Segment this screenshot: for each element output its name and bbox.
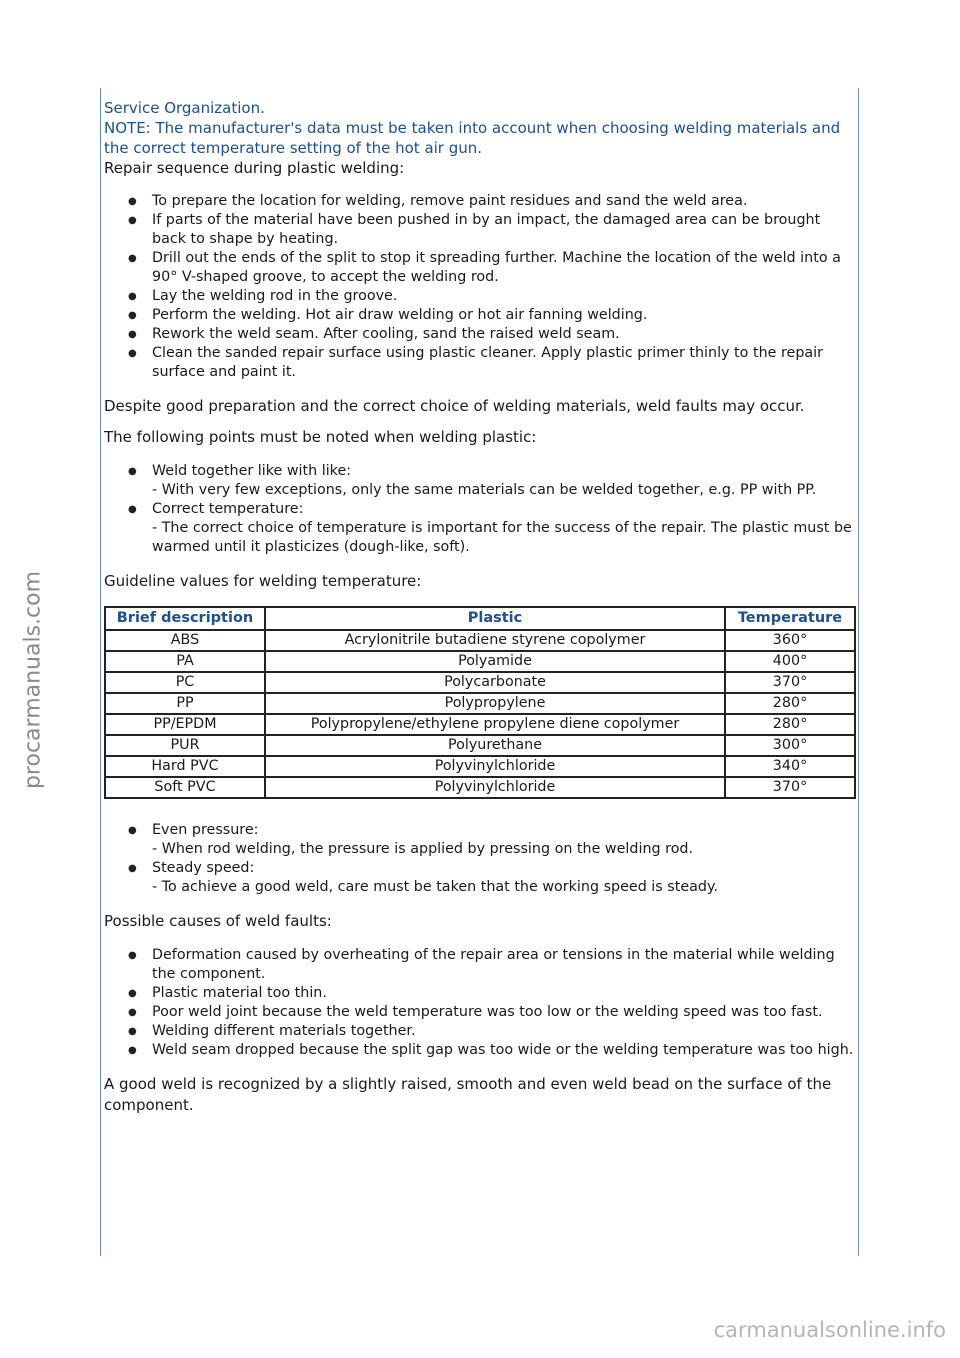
- guideline-heading: Guideline values for welding temperature:: [104, 572, 422, 590]
- side-watermark: procarmanuals.com: [20, 570, 46, 790]
- list-item: ● If parts of the material have been pushed in by an impact, the damaged area can be brought back to shape by heating.: [152, 211, 856, 249]
- cell-plastic: Polyvinylchloride: [265, 756, 725, 777]
- list-item: [152, 500, 856, 557]
- causes-heading: Possible causes of weld faults:: [104, 912, 332, 930]
- table-row: [105, 756, 855, 777]
- weld-faults-paragraph: Despite good preparation and the correct choice of welding materials, weld faults may occur.: [104, 397, 805, 415]
- closing-paragraph: A good weld is recognized by a slightly raised, smooth and even weld bead on the surface of the component.: [104, 1075, 832, 1114]
- table-row: [105, 777, 855, 798]
- footer-watermark: carmanualsonline.info: [713, 1318, 946, 1342]
- cell-plastic: Polyamide: [265, 651, 725, 672]
- cell-temperature: 370°: [725, 777, 855, 798]
- point-title: ● Even pressure:: [152, 822, 259, 838]
- cell-temperature: 370°: [725, 672, 855, 693]
- cell-plastic: Polyvinylchloride: [265, 777, 725, 798]
- cell-plastic: Polypropylene: [265, 693, 725, 714]
- cell-abbreviation: Soft PVC: [105, 777, 265, 798]
- cell-temperature: 300°: [725, 735, 855, 756]
- cell-abbreviation: PP: [105, 693, 265, 714]
- list-item: ● Weld seam dropped because the split gap was too wide or the welding temperature was too high.: [152, 1041, 856, 1060]
- cell-abbreviation: PC: [105, 672, 265, 693]
- cell-abbreviation: PUR: [105, 735, 265, 756]
- table-row: [105, 735, 855, 756]
- cell-temperature: 280°: [725, 714, 855, 735]
- table-row: [105, 651, 855, 672]
- cell-abbreviation: PA: [105, 651, 265, 672]
- points-heading: The following points must be noted when welding plastic:: [104, 428, 537, 446]
- service-organization-line: Service Organization.: [104, 99, 265, 117]
- cell-plastic: Polycarbonate: [265, 672, 725, 693]
- point-detail: - The correct choice of temperature is important for the success of the repair. The plastic must be warmed until it plasticizes (dough-like, soft).: [152, 520, 852, 555]
- list-item: ● Perform the welding. Hot air draw welding or hot air fanning welding.: [152, 306, 856, 325]
- cell-temperature: 360°: [725, 630, 855, 651]
- left-margin-rule: [100, 88, 101, 1256]
- header-brief-description: Brief description: [105, 607, 265, 630]
- right-margin-rule: [858, 88, 859, 1256]
- table-row: [105, 714, 855, 735]
- header-plastic: Plastic: [265, 607, 725, 630]
- weld-fault-causes-list: [104, 946, 856, 1060]
- cell-abbreviation: Hard PVC: [105, 756, 265, 777]
- table-header-row: [105, 607, 855, 630]
- list-item: ● To prepare the location for welding, remove paint residues and sand the weld area.: [152, 192, 856, 211]
- document-body: [104, 98, 856, 1116]
- list-item: ● Poor weld joint because the weld temperature was too low or the welding speed was too fast.: [152, 1003, 856, 1022]
- list-item: [152, 859, 856, 897]
- cell-temperature: 400°: [725, 651, 855, 672]
- list-item: ● Rework the weld seam. After cooling, sand the raised weld seam.: [152, 325, 856, 344]
- point-detail: - When rod welding, the pressure is applied by pressing on the welding rod.: [152, 841, 694, 857]
- cell-temperature: 280°: [725, 693, 855, 714]
- cell-plastic: Acrylonitrile butadiene styrene copolymer: [265, 630, 725, 651]
- table-row: [105, 672, 855, 693]
- list-item: ● Lay the welding rod in the groove.: [152, 287, 856, 306]
- point-title: ● Steady speed:: [152, 860, 255, 876]
- pressure-speed-list: [104, 821, 856, 897]
- point-detail: - To achieve a good weld, care must be taken that the working speed is steady.: [152, 879, 718, 895]
- manufacturer-note: NOTE: The manufacturer's data must be taken into account when choosing welding materials and the correct temperature setting of the hot air gun.: [104, 119, 841, 157]
- point-detail: - With very few exceptions, only the same materials can be welded together, e.g. PP with PP.: [152, 482, 817, 498]
- repair-steps-list: [104, 192, 856, 382]
- list-item: [152, 821, 856, 859]
- table-row: [105, 693, 855, 714]
- list-item: ● Clean the sanded repair surface using plastic cleaner. Apply plastic primer thinly to the repair surface and paint it.: [152, 344, 856, 382]
- welding-points-list: [104, 462, 856, 557]
- table-row: [105, 630, 855, 651]
- cell-abbreviation: ABS: [105, 630, 265, 651]
- cell-temperature: 340°: [725, 756, 855, 777]
- temperature-table: [104, 606, 856, 799]
- list-item: ● Drill out the ends of the split to stop it spreading further. Machine the location of the weld into a 90° V-shaped groove, to accept the welding rod.: [152, 249, 856, 287]
- cell-plastic: Polyurethane: [265, 735, 725, 756]
- cell-plastic: Polypropylene/ethylene propylene diene copolymer: [265, 714, 725, 735]
- cell-abbreviation: PP/EPDM: [105, 714, 265, 735]
- list-item: ● Welding different materials together.: [152, 1022, 856, 1041]
- header-temperature: Temperature: [725, 607, 855, 630]
- point-title: ● Weld together like with like:: [152, 463, 352, 479]
- list-item: ● Plastic material too thin.: [152, 984, 856, 1003]
- repair-sequence-heading: Repair sequence during plastic welding:: [104, 159, 405, 177]
- point-title: ● Correct temperature:: [152, 501, 304, 517]
- list-item: ● Deformation caused by overheating of the repair area or tensions in the material while welding the component.: [152, 946, 856, 984]
- list-item: [152, 462, 856, 500]
